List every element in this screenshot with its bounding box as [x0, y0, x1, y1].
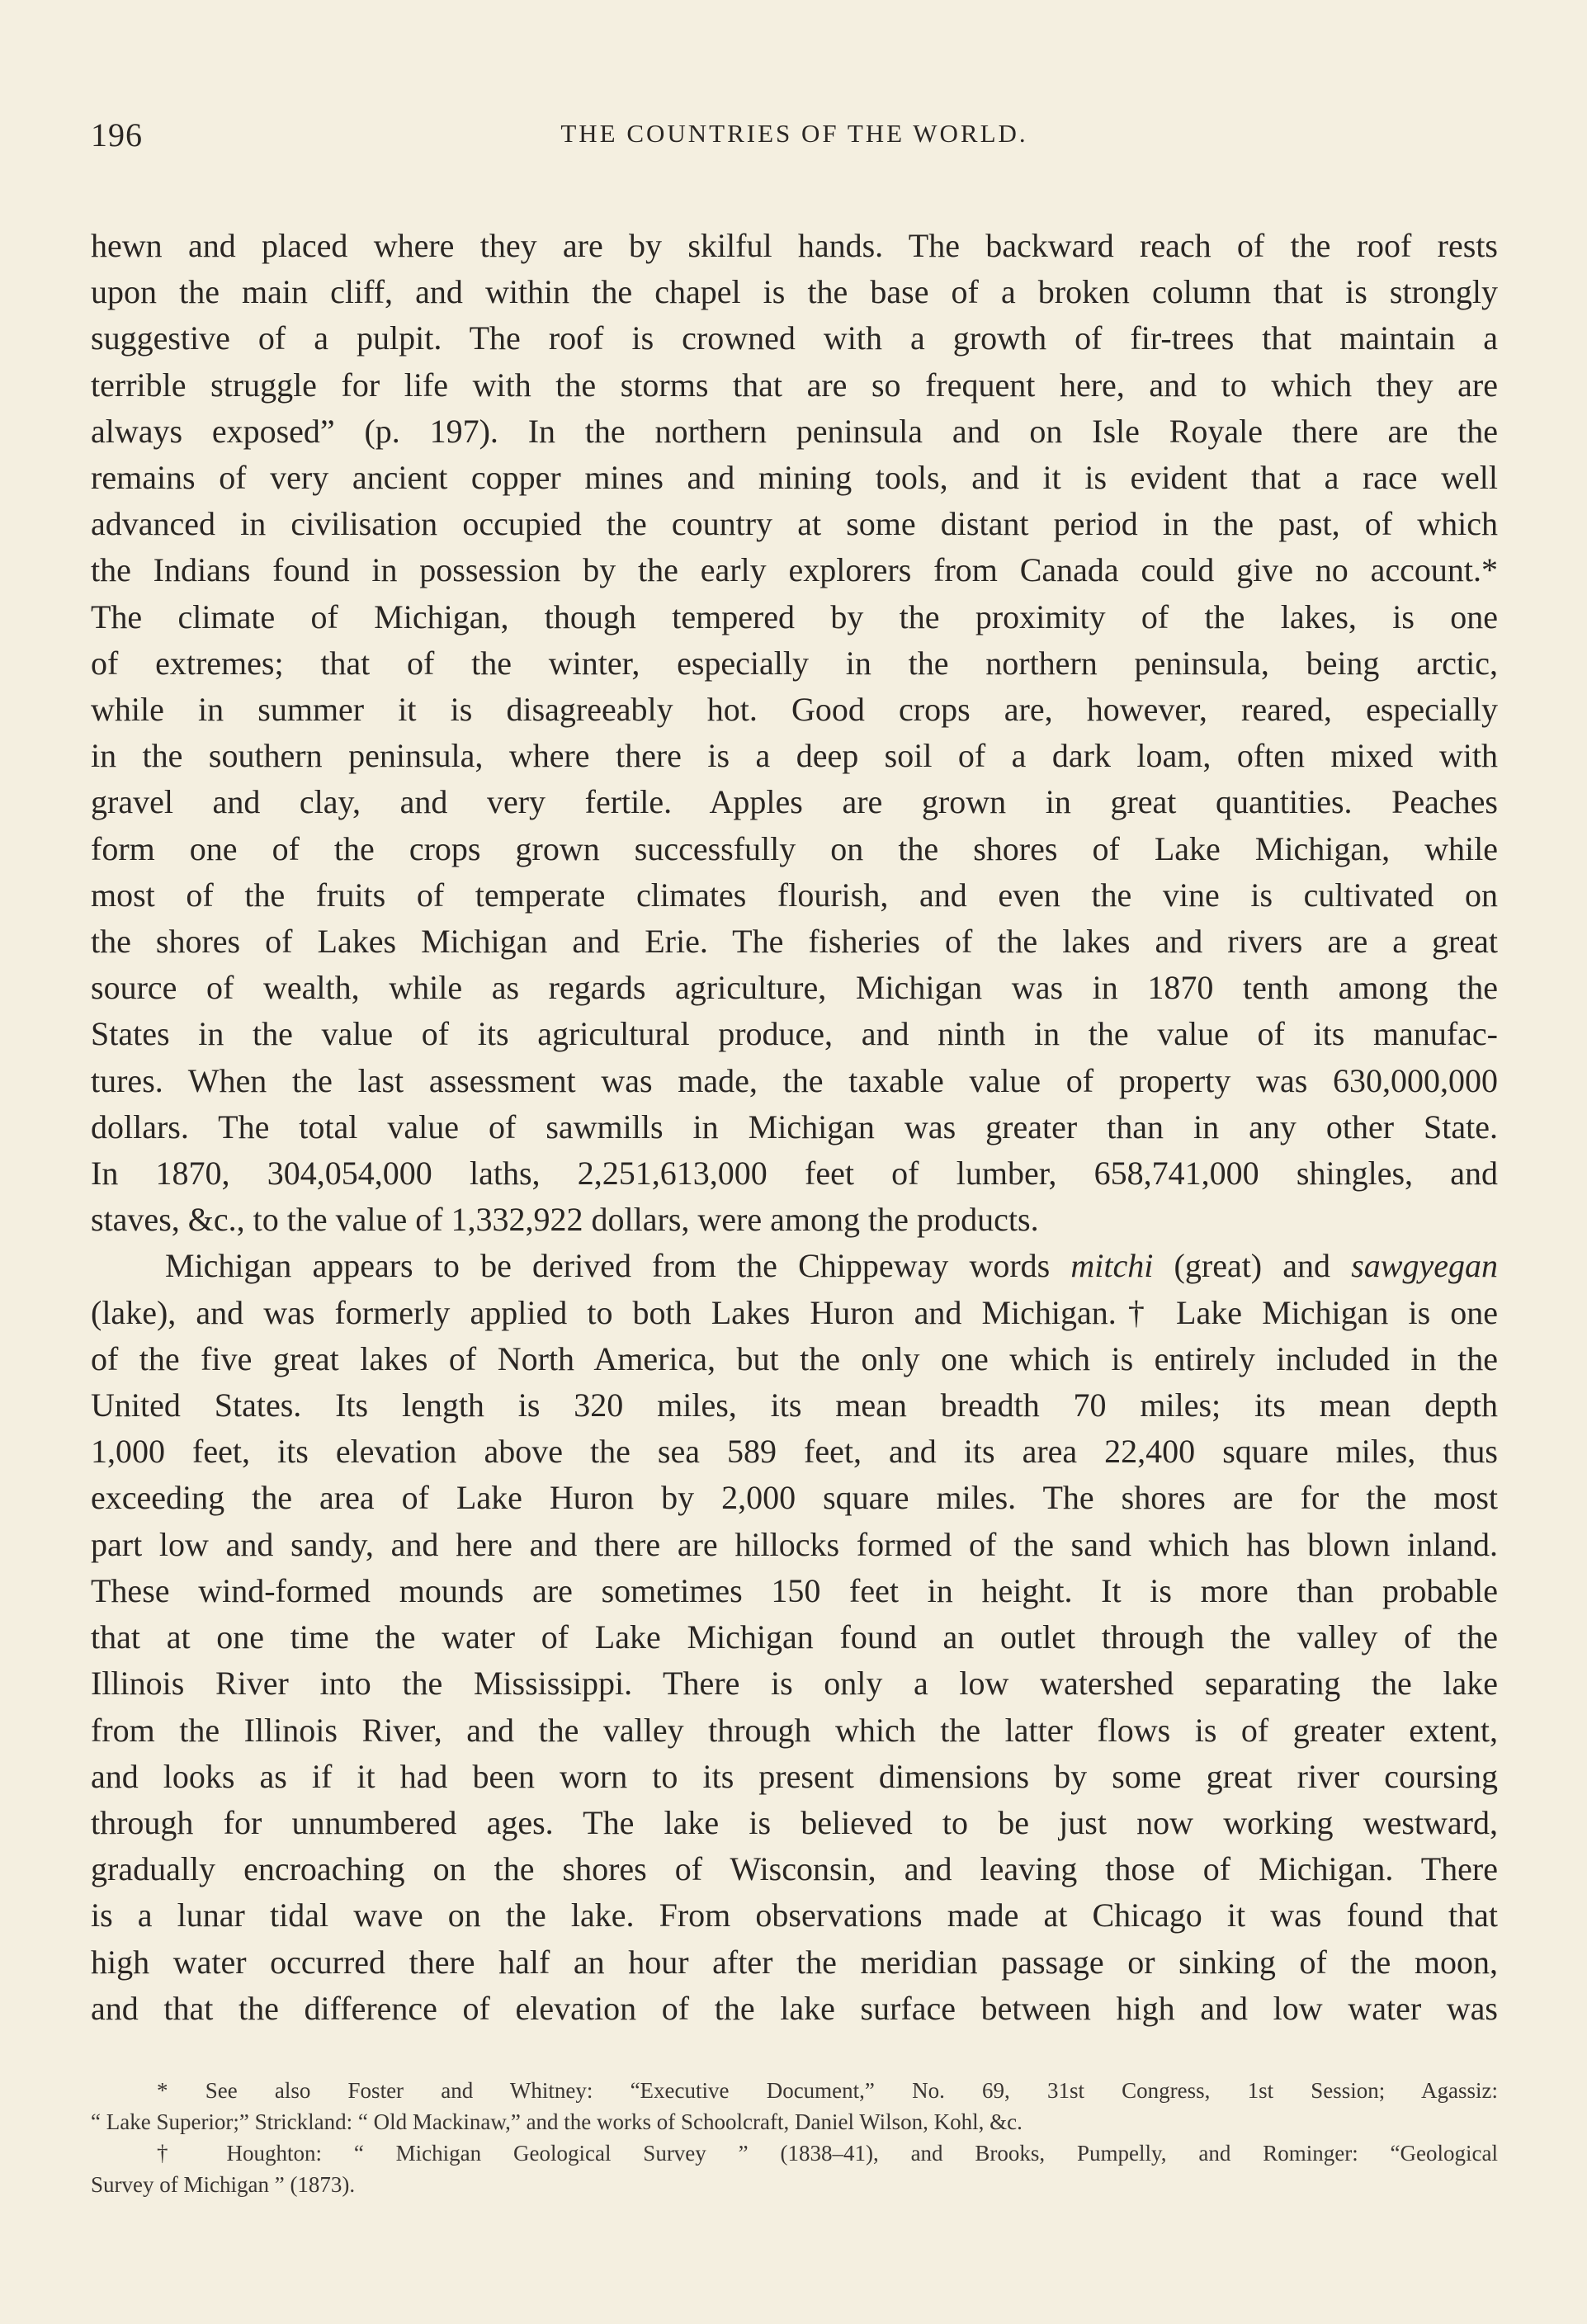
text-line: that at one time the water of Lake Michigan found an outlet through the valley of the — [91, 1618, 1498, 1656]
text-line: United States. Its length is 320 miles, its mean breadth 70 miles; its mean depth — [91, 1386, 1498, 1424]
text-line: staves, &c., to the value of 1,332,922 dollars, were among the products. — [91, 1201, 1039, 1239]
text-line: is a lunar tidal wave on the lake. From observations made at Chicago it was found that — [91, 1897, 1498, 1934]
paragraph-2 — [91, 1243, 1498, 2031]
text-line: dollars. The total value of sawmills in Michigan was greater than in any other State. — [91, 1108, 1498, 1145]
text-line: These wind-formed mounds are sometimes 150 feet in height. It is more than probable — [91, 1571, 1498, 1609]
footnote-line: * See also Foster and Whitney: “Executive Document,” No. 69, 31st Congress, 1st Session; Agassiz: — [157, 2077, 1498, 2103]
paragraph-1 — [91, 223, 1498, 1243]
text-line: suggestive of a pulpit. The roof is crowned with a growth of fir-trees that maintain a — [91, 319, 1498, 357]
text-line: 1,000 feet, its elevation above the sea 589 feet, and its area 22,400 square miles, thus — [91, 1433, 1498, 1471]
text-run: (great) and — [1153, 1247, 1352, 1285]
text-line: hewn and placed where they are by skilful hands. The backward reach of the roof rests — [91, 227, 1498, 264]
footnote-2 — [91, 2137, 1498, 2200]
text-line: the Indians found in possession by the early explorers from Canada could give no account.* — [91, 551, 1498, 589]
text-line: The climate of Michigan, though tempered by the proximity of the lakes, is one — [91, 598, 1498, 635]
text-line: tures. When the last assessment was made, the taxable value of property was 630,000,000 — [91, 1061, 1498, 1099]
footnote-line: † Houghton: “ Michigan Geological Survey ” (1838–41), and Brooks, Pumpelly, and Rominger: “Geological — [157, 2140, 1498, 2166]
text-line: from the Illinois River, and the valley through which the latter flows is of greater extent, — [91, 1711, 1498, 1749]
text-line: advanced in civilisation occupied the country at some distant period in the past, of which — [91, 505, 1498, 543]
footnote-1 — [91, 2075, 1498, 2137]
italic-word-mitchi: mitchi — [1070, 1247, 1154, 1285]
text-line: form one of the crops grown successfully on the shores of Lake Michigan, while — [91, 829, 1498, 867]
footnote-line: Survey of Michigan ” (1873). — [91, 2171, 356, 2197]
running-head — [91, 116, 1498, 165]
text-line: exceeding the area of Lake Huron by 2,000 square miles. The shores are for the most — [91, 1479, 1498, 1517]
text-line: in the southern peninsula, where there is a deep soil of a dark loam, often mixed with — [91, 737, 1498, 775]
italic-word-sawgyegan: sawgyegan — [1351, 1247, 1498, 1285]
footnote-line: “ Lake Superior;” Strickland: “ Old Mackinaw,” and the works of Schoolcraft, Daniel Wilson, Kohl, &c. — [91, 2109, 1023, 2134]
text-line: the shores of Lakes Michigan and Erie. The fisheries of the lakes and rivers are a great — [91, 923, 1498, 961]
text-line: source of wealth, while as regards agriculture, Michigan was in 1870 tenth among the — [91, 969, 1498, 1007]
text-line: In 1870, 304,054,000 laths, 2,251,613,000 feet of lumber, 658,741,000 shingles, and — [91, 1155, 1498, 1193]
text-line: and looks as if it had been worn to its present dimensions by some great river coursing — [91, 1757, 1498, 1795]
text-line: through for unnumbered ages. The lake is believed to be just now working westward, — [91, 1803, 1498, 1841]
text-line: always exposed” (p. 197). In the northern peninsula and on Isle Royale there are the — [91, 412, 1498, 450]
footnotes — [91, 2075, 1498, 2200]
text-line: (lake), and was formerly applied to both Lakes Huron and Michigan.† Lake Michigan is one — [91, 1293, 1498, 1331]
text-line: Illinois River into the Mississippi. There is only a low watershed separating the lake — [91, 1665, 1498, 1703]
text-line: terrible struggle for life with the storms that are so frequent here, and to which they are — [91, 366, 1498, 404]
text-line: and that the difference of elevation of the lake surface between high and low water was — [91, 1989, 1498, 2027]
page-number: 196 — [91, 116, 143, 154]
text-line: gradually encroaching on the shores of Wisconsin, and leaving those of Michigan. There — [91, 1850, 1498, 1888]
body-text — [91, 223, 1498, 2032]
text-line: most of the fruits of temperate climates flourish, and even the vine is cultivated on — [91, 876, 1498, 914]
page — [91, 116, 1498, 2200]
text-line: part low and sandy, and here and there are hillocks formed of the sand which has blown inland. — [91, 1525, 1498, 1563]
text-line: remains of very ancient copper mines and mining tools, and it is evident that a race well — [91, 459, 1498, 497]
text-line: upon the main cliff, and within the chapel is the base of a broken column that is strongly — [91, 273, 1498, 311]
text-line: gravel and clay, and very fertile. Apples are grown in great quantities. Peaches — [91, 783, 1498, 821]
text-line — [91, 1243, 1498, 1289]
text-line: high water occurred there half an hour after the meridian passage or sinking of the moon, — [91, 1943, 1498, 1981]
text-line: while in summer it is disagreeably hot. Good crops are, however, reared, especially — [91, 691, 1498, 729]
running-title: THE COUNTRIES OF THE WORLD. — [560, 119, 1028, 148]
text-line: of the five great lakes of North America, but the only one which is entirely included in the — [91, 1339, 1498, 1377]
text-line: States in the value of its agricultural produce, and ninth in the value of its manufac- — [91, 1015, 1498, 1053]
text-run: Michigan appears to be derived from the Chippeway words — [165, 1247, 1071, 1285]
text-line: of extremes; that of the winter, especially in the northern peninsula, being arctic, — [91, 644, 1498, 682]
